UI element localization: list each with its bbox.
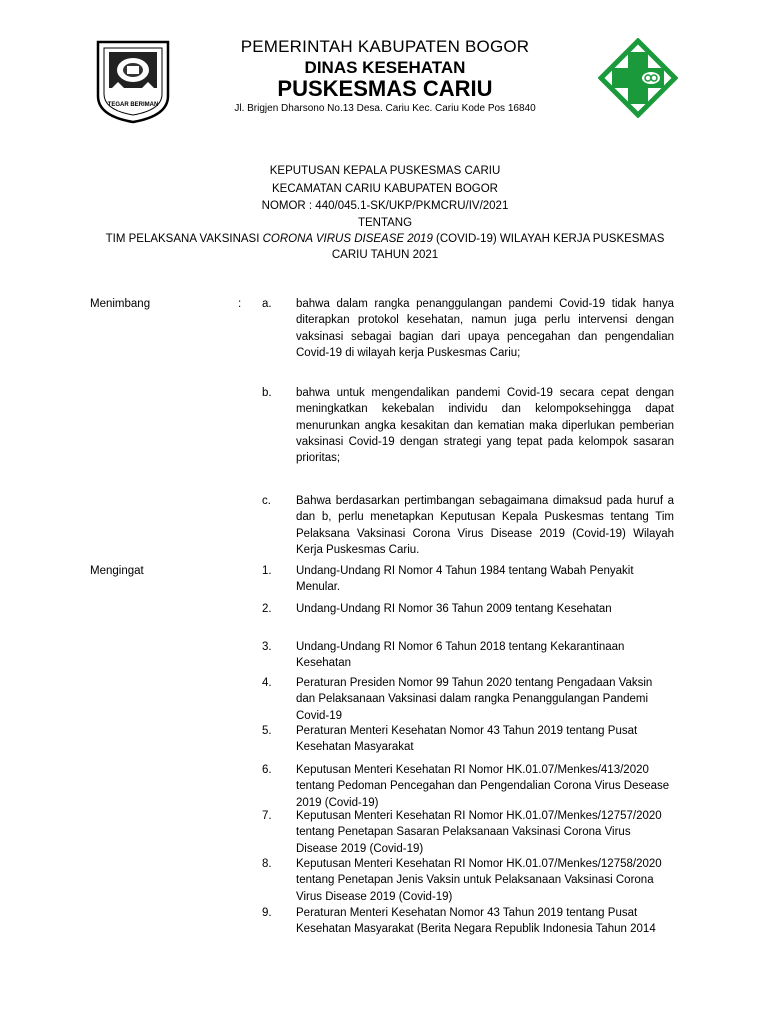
mengingat-item-8-line: tentang Penetapan Jenis Vaksin untuk Pelaksanaan Vaksinasi Corona [296,874,654,887]
mengingat-label: Mengingat [90,565,144,577]
mengingat-marker-8: 8. [262,858,272,870]
mengingat-item-6 [296,762,674,811]
mengingat-item-9-line: Peraturan Menteri Kesehatan Nomor 43 Tahun 2019 tentang Pusat [296,907,638,919]
decree-subject [60,233,710,245]
mengingat-item-9-line: Kesehatan Masyarakat (Berita Negara Republik Indonesia Tahun 2014 [296,923,656,936]
menimbang-item-c: Bahwa berdasarkan pertimbangan sebagaimana dimaksud pada huruf a dan b, perlu menetapkan Keputusan Kepala Puskesmas tentang Tim Pelaksana Vaksinasi Corona Virus Disease 2019 (Covid-19) Wilayah Kerja Puskesmas Cariu. [296,495,674,556]
mengingat-item-8-line: Virus Disease 2019 (Covid-19) [296,890,453,903]
mengingat-item-1 [296,563,674,596]
mengingat-item-4-line: Covid-19 [296,709,343,722]
mengingat-marker-5: 5. [262,725,272,737]
mengingat-item-5-line: Kesehatan Masyarakat [296,741,414,754]
emblem-caption: TEGAR BERIMAN [107,102,159,108]
mengingat-item-4 [296,675,674,724]
mengingat-item-7-line: tentang Penetapan Sasaran Pelaksanaan Vaksinasi Corona Virus [296,826,631,839]
mengingat-item-6-line: 2019 (Covid-19) [296,796,379,809]
decree-title-line-1: KEPUTUSAN KEPALA PUSKESMAS CARIU [269,165,501,177]
mengingat-item-5 [296,723,674,756]
mengingat-item-3 [296,639,674,672]
mengingat-item-1-line: Undang-Undang RI Nomor 4 Tahun 1984 tentang Wabah Penyakit [296,565,634,577]
menimbang-label: Menimbang [90,298,151,310]
mengingat-item-6-line: tentang Pedoman Pencegahan dan Pengendalian Corona Virus Desease [296,780,670,793]
menimbang-marker-b: b. [262,387,272,399]
decree-subject-a: TIM PELAKSANA VAKSINASI [105,233,263,245]
mengingat-marker-2: 2. [262,603,272,615]
decree-number: NOMOR : 440/045.1-SK/UKP/PKMCRU/IV/2021 [261,200,509,212]
decree-about: TENTANG [357,217,413,229]
menimbang-colon: : [238,298,242,310]
header-address: Jl. Brigjen Dharsono No.13 Desa. Cariu Kec. Cariu Kode Pos 16840 [234,103,536,114]
mengingat-item-3-line: Kesehatan [296,657,351,670]
mengingat-item-3-line: Undang-Undang RI Nomor 6 Tahun 2018 tentang Kekarantinaan [296,641,625,653]
mengingat-item-2-line: Undang-Undang RI Nomor 36 Tahun 2009 tentang Kesehatan [296,603,612,615]
puskesmas-cross-logo-icon [598,38,678,118]
decree-subject-line-2: CARIU TAHUN 2021 [331,249,439,261]
mengingat-marker-6: 6. [262,764,272,776]
mengingat-item-7 [296,808,674,857]
mengingat-item-6-line: Keputusan Menteri Kesehatan RI Nomor HK.01.07/Menkes/413/2020 [296,764,649,776]
mengingat-marker-9: 9. [262,907,272,919]
header-department: DINAS KESEHATAN [304,58,466,77]
decree-title-line-2: KECAMATAN CARIU KABUPATEN BOGOR [272,183,498,195]
mengingat-item-2 [296,601,674,617]
mengingat-marker-1: 1. [262,565,272,577]
mengingat-item-9 [296,905,674,938]
bogor-regency-emblem-icon [94,38,172,124]
mengingat-item-7-line: Keputusan Menteri Kesehatan RI Nomor HK.01.07/Menkes/12757/2020 [296,810,662,822]
mengingat-item-5-line: Peraturan Menteri Kesehatan Nomor 43 Tahun 2019 tentang Pusat [296,725,638,737]
decree-subject-italic: CORONA VIRUS DISEASE 2019 [262,233,433,245]
mengingat-item-8-line: Keputusan Menteri Kesehatan RI Nomor HK.01.07/Menkes/12758/2020 [296,858,662,870]
mengingat-item-4-line: dan Pelaksanaan Vaksinasi dalam rangka Penanggulangan Pandemi [296,693,649,706]
menimbang-item-a: bahwa dalam rangka penanggulangan pandemi Covid-19 tidak hanya diterapkan protokol kesehatan, namun juga perlu intervensi dengan vaksinasi sebagai bagian dari upaya pencegahan dan pengendalian Covid-19 di wilayah kerja Puskesmas Cariu; [296,298,674,359]
menimbang-item-b: bahwa untuk mengendalikan pandemi Covid-19 secara cepat dengan meningkatkan kekebalan individu dan kelompoksehingga dapat menurunkan angka kesakitan dan kematian maka diperlukan pemberian vaksinasi Covid-19 dengan strategi yang tepat pada kelompok sasaran prioritas; [296,387,674,465]
mengingat-item-7-line: Disease 2019 (Covid-19) [296,842,424,855]
mengingat-marker-7: 7. [262,810,272,822]
decree-subject-c: (COVID-19) WILAYAH KERJA PUSKESMAS [432,233,665,245]
mengingat-item-4-line: Peraturan Presiden Nomor 99 Tahun 2020 tentang Pengadaan Vaksin [296,677,653,689]
menimbang-marker-a: a. [262,298,272,310]
mengingat-item-8 [296,856,674,905]
mengingat-item-1-line: Menular. [296,581,341,594]
mengingat-marker-3: 3. [262,641,272,653]
mengingat-marker-4: 4. [262,677,272,689]
header-institution: PUSKESMAS CARIU [277,76,493,101]
header-government: PEMERINTAH KABUPATEN BOGOR [240,37,530,56]
menimbang-marker-c: c. [262,495,271,507]
